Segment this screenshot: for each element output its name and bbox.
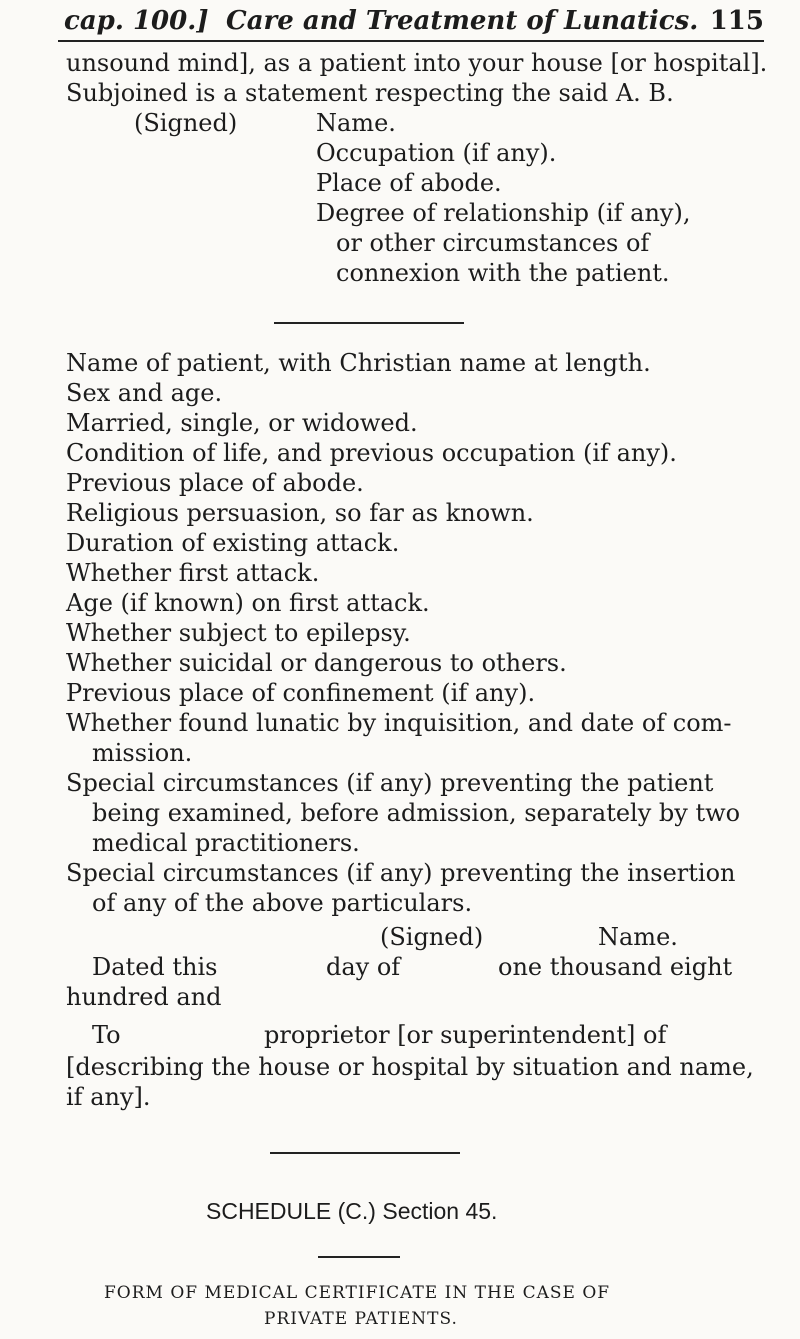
form-heading-line-2: PRIVATE PATIENTS. bbox=[264, 1309, 458, 1329]
divider-rule bbox=[270, 1152, 460, 1154]
running-title: Care and Treatment of Lunatics. bbox=[226, 6, 699, 36]
statement-line: Special circumstances (if any) preventing the patient bbox=[66, 769, 714, 797]
intro-other: or other circumstances of bbox=[336, 229, 650, 257]
to-label: To bbox=[92, 1021, 121, 1049]
statement-line: Whether found lunatic by inquisition, and date of com- bbox=[66, 709, 732, 737]
statement-line: of any of the above particulars. bbox=[92, 889, 473, 917]
intro-degree: Degree of relationship (if any), bbox=[316, 199, 691, 227]
signature-name: Name. bbox=[598, 923, 678, 951]
statement-line: Whether suicidal or dangerous to others. bbox=[66, 649, 567, 677]
day-of: day of bbox=[326, 953, 401, 981]
describing-line: [describing the house or hospital by situation and name, bbox=[66, 1053, 754, 1081]
intro-occupation: Occupation (if any). bbox=[316, 139, 557, 167]
intro-name: Name. bbox=[316, 109, 396, 137]
intro-signed: (Signed) bbox=[134, 109, 238, 137]
divider-rule bbox=[274, 322, 464, 324]
one-thousand-eight: one thousand eight bbox=[498, 953, 733, 981]
statement-line: Whether first attack. bbox=[66, 559, 320, 587]
statement-line: Religious persuasion, so far as known. bbox=[66, 499, 534, 527]
intro-abode: Place of abode. bbox=[316, 169, 502, 197]
proprietor-line: proprietor [or superintendent] of bbox=[264, 1021, 667, 1049]
statement-line: Previous place of abode. bbox=[66, 469, 364, 497]
hundred-and: hundred and bbox=[66, 983, 222, 1011]
signature-signed: (Signed) bbox=[380, 923, 484, 951]
statement-line: Whether subject to epilepsy. bbox=[66, 619, 411, 647]
running-header bbox=[58, 0, 764, 42]
statement-line: Married, single, or widowed. bbox=[66, 409, 418, 437]
form-heading-line-1: FORM OF MEDICAL CERTIFICATE IN THE CASE OF bbox=[104, 1283, 611, 1303]
short-rule bbox=[318, 1256, 400, 1258]
statement-line: Age (if known) on first attack. bbox=[66, 589, 430, 617]
intro-line-1: unsound mind], as a patient into your house [or hospital]. bbox=[66, 49, 768, 77]
statement-line: Special circumstances (if any) preventing the insertion bbox=[66, 859, 736, 887]
statement-line: Sex and age. bbox=[66, 379, 223, 407]
schedule-title: SCHEDULE (C.) Section 45. bbox=[206, 1198, 498, 1224]
statement-line: Name of patient, with Christian name at length. bbox=[66, 349, 651, 377]
intro-line-2: Subjoined is a statement respecting the said A. B. bbox=[66, 79, 674, 107]
statement-line: Previous place of confinement (if any). bbox=[66, 679, 536, 707]
chapter-reference: cap. 100.] bbox=[64, 6, 209, 36]
if-any-line: if any]. bbox=[66, 1083, 151, 1111]
statement-line: Condition of life, and previous occupation (if any). bbox=[66, 439, 677, 467]
intro-connexion: connexion with the patient. bbox=[336, 259, 670, 287]
statement-line: Duration of existing attack. bbox=[66, 529, 400, 557]
statement-line: mission. bbox=[92, 739, 193, 767]
statement-line: medical practitioners. bbox=[92, 829, 360, 857]
statement-line: being examined, before admission, separately by two bbox=[92, 799, 741, 827]
dated-this: Dated this bbox=[92, 953, 218, 981]
page-number: 115 bbox=[709, 6, 764, 36]
